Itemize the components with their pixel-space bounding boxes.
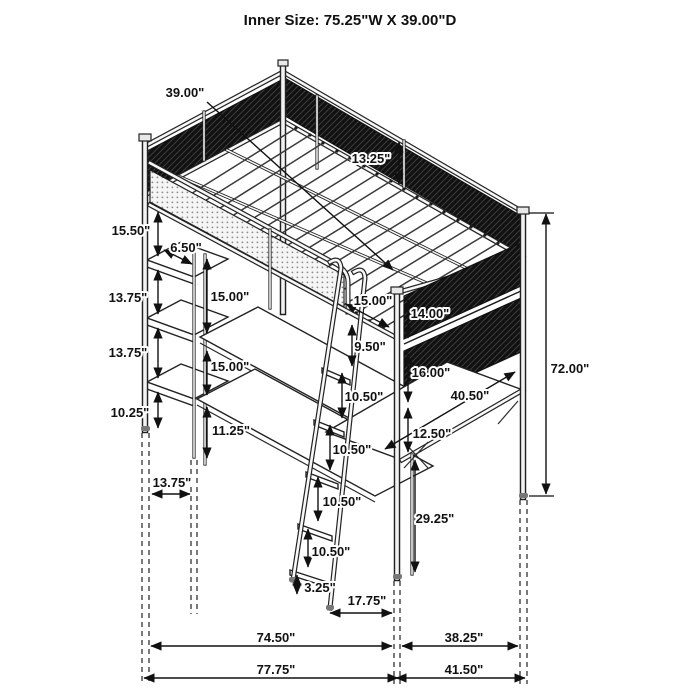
dim-left-gap-bottom: 10.25" bbox=[110, 405, 150, 420]
dim-rung-gap-4: 10.50" bbox=[311, 544, 351, 559]
dim-width-inner: 74.50" bbox=[256, 630, 296, 645]
dim-rung-gap-1: 10.50" bbox=[344, 389, 384, 404]
dim-panel-lower: 16.00" bbox=[411, 365, 451, 380]
dim-depth-top: 39.00" bbox=[165, 85, 205, 100]
dim-desk-to-floor: 29.25" bbox=[415, 511, 455, 526]
dim-desk-gap-2: 15.00" bbox=[210, 359, 250, 374]
dim-rail-segment: 15.00" bbox=[353, 293, 393, 308]
diagram-title: Inner Size: 75.25"W X 39.00"D bbox=[243, 12, 457, 29]
dim-left-gap-3: 13.75" bbox=[108, 345, 148, 360]
left-post-cap bbox=[139, 134, 151, 141]
dim-width-overall: 77.75" bbox=[256, 662, 296, 677]
front-post-cap bbox=[391, 287, 403, 294]
dim-ladder-offset: 17.75" bbox=[347, 593, 387, 608]
front-post-foot bbox=[393, 574, 402, 579]
ladder-foot-right bbox=[326, 605, 334, 610]
dim-panel-upper: 14.00" bbox=[410, 306, 450, 321]
dim-shelf-depth: 6.50" bbox=[170, 240, 202, 255]
dim-right-desk-width: 40.50" bbox=[450, 388, 490, 403]
right-post-cap bbox=[517, 207, 529, 214]
dim-left-gap-2: 13.75" bbox=[108, 290, 148, 305]
dim-overall-height: 72.00" bbox=[550, 361, 590, 376]
right-post-foot bbox=[519, 493, 528, 498]
dim-left-gap-top: 15.50" bbox=[111, 223, 151, 238]
ladder-foot-left bbox=[289, 577, 297, 582]
dim-ladder-foot-gap: 3.25" bbox=[304, 580, 336, 595]
dim-rung-gap-2: 10.50" bbox=[332, 442, 372, 457]
dim-depth-overall: 41.50" bbox=[444, 662, 484, 677]
left-post-foot bbox=[141, 426, 150, 431]
rear-post-cap bbox=[278, 60, 288, 66]
dim-desk-panel-gap: 12.50" bbox=[412, 426, 452, 441]
dim-rung-gap-3: 10.50" bbox=[322, 494, 362, 509]
dim-desk-gap-1: 15.00" bbox=[210, 289, 250, 304]
dim-shelf-offset: 13.75" bbox=[152, 475, 192, 490]
dim-desk-gap-bottom: 11.25" bbox=[212, 423, 250, 438]
dim-guardrail-height: 13.25" bbox=[351, 151, 391, 166]
dim-depth-inner: 38.25" bbox=[444, 630, 484, 645]
dim-ladder-gap-top: 9.50" bbox=[354, 339, 386, 354]
